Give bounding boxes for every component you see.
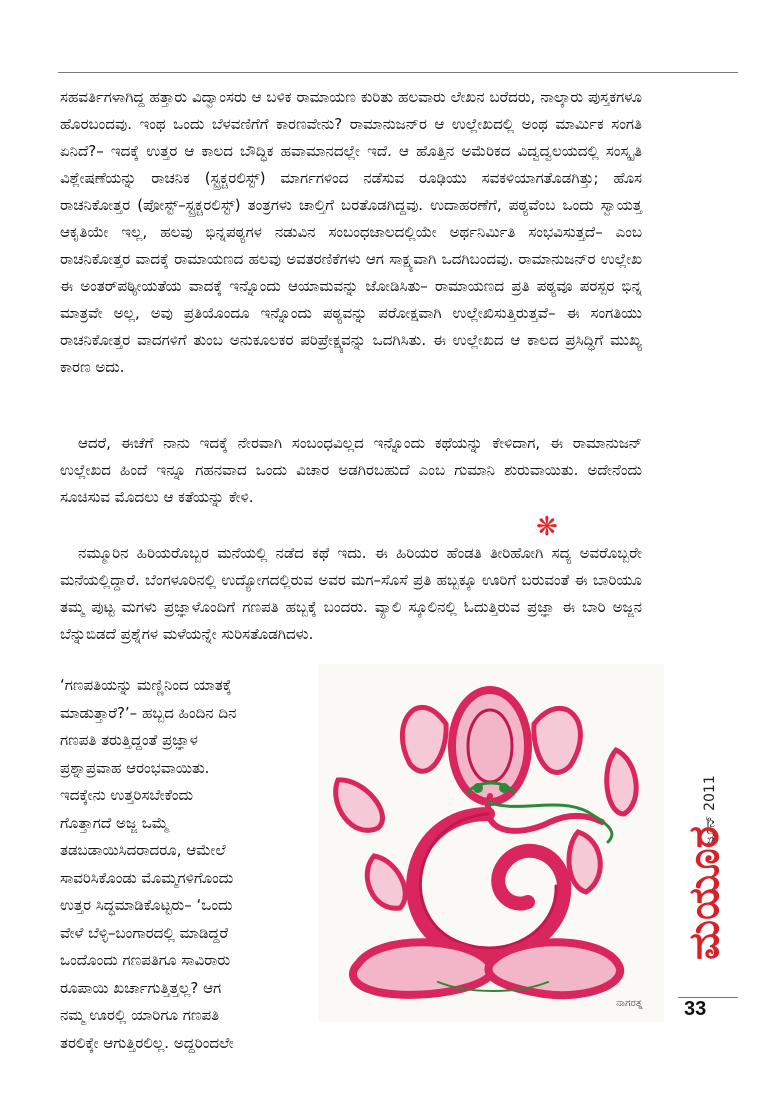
magazine-name: ಮಯೂರ [679,826,728,960]
head-shape [452,690,528,802]
article-paragraph-3: ನಮ್ಮೂರಿನ ಹಿರಿಯರೊಬ್ಬರ ಮನೆಯಲ್ಲಿ ನಡೆದ ಕಥೆ ಇದು. ಈ ಹಿರಿಯರ ಹೆಂಡತಿ ತೀರಿಹೋಗಿ ಸದ್ಯ ಅವರೊಬ್ಬರೇ ಮನೆಯಲ್ಲಿದ್ದಾರೆ. ಬೆಂಗಳೂರಿನಲ್ಲಿ ಉದ್ಯೋಗದಲ್ಲಿರುವ ಅವರ ಮಗ–ಸೊಸೆ ಪ್ರತಿ ಹಬ್ಬಕ್ಕೂ ಊರಿಗೆ ಬರುವಂತೆ ಈ ಬಾರಿಯೂ ತಮ್ಮ ಪುಟ್ಟ ಮಗಳು ಪ್ರಜ್ಞಾಳೊಂದಿಗೆ ಗಣಪತಿ ಹಬ್ಬಕ್ಕೆ ಬಂದರು. ವ್ಯಾಲಿ ಸ್ಕೂಲಿನಲ್ಲಿ ಓದುತ್ತಿರುವ ಪ್ರಜ್ಞಾ ಈ ಬಾರಿ ಅಜ್ಜನ ಬೆನ್ನುಬಿಡದೆ ಪ್ರಶ್ನೆಗಳ ಮಳೆಯನ್ನೇ ಸುರಿಸತೊಡಗಿದಳು. [60,544,642,643]
left-ear [402,707,446,771]
column-line: ಪ್ರಶ್ನಾಪ್ರವಾಹ ಆರಂಭವಾಯಿತು. [60,758,210,777]
article-paragraph-1: ಸಹವರ್ತಿಗಳಾಗಿದ್ದ ಹತ್ತಾರು ವಿದ್ವಾಂಸರು ಆ ಬಳಿಕ ರಾಮಾಯಣ ಕುರಿತು ಹಲವಾರು ಲೇಖನ ಬರೆದರು, ನಾಲ್ಕಾರು ಪುಸ್ತಕಗಳೂ ಹೊರಬಂದವು. ಇಂಥ ಒಂದು ಬೆಳವಣಿಗೆಗೆ ಕಾರಣವೇನು? ರಾಮಾನುಜನ್‌ರ ಆ ಉಲ್ಲೇಖದಲ್ಲಿ ಅಂಥ ಮಾರ್ಮಿಕ ಸಂಗತಿ ಏನಿದೆ?– ಇದಕ್ಕೆ ಉತ್ತರ ಆ ಕಾಲದ ಬೌದ್ಧಿಕ ಹವಾಮಾನದಲ್ಲೇ ಇದೆ. ಆ ಹೊತ್ತಿನ ಅಮೆರಿಕದ ವಿದ್ವದ್ವಲಯದಲ್ಲಿ ಸಂಸ್ಕೃತಿ ವಿಶ್ಲೇಷಣೆಯನ್ನು ರಾಚನಿಕ (ಸ್ಟ್ರಕ್ಚರಲಿಸ್ಟ್) ಮಾರ್ಗಗಳಿಂದ ನಡೆಸುವ ರೂಢಿಯು ಸವಕಳಿಯಾಗತೊಡಗಿತ್ತು; ಹೊಸ ರಾಚನಿಕೋತ್ತರ (ಪೋಸ್ಟ್–ಸ್ಟ್ರಕ್ಚರಲಿಸ್ಟ್) ತಂತ್ರಗಳು ಚಾಲ್ತಿಗೆ ಬರತೊಡಗಿದ್ದವು. ಉದಾಹರಣೆಗೆ, ಪಠ್ಯವೆಂಬ ಒಂದು ಸ್ವಾಯತ್ತ ಆಕೃತಿಯೇ ಇಲ್ಲ, ಹಲವು ಭಿನ್ನಪಠ್ಯಗಳ ನಡುವಿನ ಸಂಬಂಧಜಾಲದಲ್ಲಿಯೇ ಅರ್ಥನಿರ್ಮಿತಿ ಸಂಭವಿಸುತ್ತದೆ– ಎಂಬ ರಾಚನಿಕೋತ್ತರ ವಾದಕ್ಕೆ ರಾಮಾಯಣದ ಹಲವು ಅವತರಣಿಕೆಗಳು ಆಗ ಸಾಕ್ಷ್ಯವಾಗಿ ಒದಗಿಬಂದವು. ರಾಮಾನುಜನ್‌ರ ಉಲ್ಲೇಖ ಈ ಅಂತರ್‌ಪಠ್ಯೀಯತೆಯ ವಾದಕ್ಕೆ ಇನ್ನೊಂದು ಆಯಾಮವನ್ನು ಜೋಡಿಸಿತು– ರಾಮಾಯಣದ ಪ್ರತಿ ಪಠ್ಯವೂ ಪರಸ್ಪರ ಭಿನ್ನ ಮಾತ್ರವೇ ಅಲ್ಲ, ಅವು ಪ್ರತಿಯೊಂದೂ ಇನ್ನೊಂದು ಪಠ್ಯವನ್ನು ಪರೋಕ್ಷವಾಗಿ ಉಲ್ಲೇಖಿಸುತ್ತಿರುತ್ತವೆ– ಈ ಸಂಗತಿಯು ರಾಚನಿಕೋತ್ತರ ವಾದಗಳಿಗೆ ತುಂಬ ಅನುಕೂಲಕರ ಪರಿಪ್ರೇಕ್ಷ್ಯವನ್ನು ಒದಗಿಸಿತು. ಈ ಉಲ್ಲೇಖದ ಆ ಕಾಲದ ಪ್ರಸಿದ್ಧಿಗೆ ಮುಖ್ಯ ಕಾರಣ ಅದು. [60,88,642,376]
issue-date: ಜೂನ್ 2011 [702,775,718,846]
left-lower-hand [367,856,405,908]
column-line: ಗಣಪತಿ ತರುತ್ತಿದ್ದಂತೆ ಪ್ರಜ್ಞಾಳ [60,731,198,749]
artist-credit: ನಾಗರತ್ನ [616,998,643,1009]
right-leg [488,942,620,995]
column-line: ಇದಕ್ಕೇನು ಉತ್ತರಿಸಬೇಕೆಂದು [60,786,194,804]
ganesha-drawing [318,664,664,1022]
column-line: ತಡಬಡಾಯಿಸಿದರಾದರೂ, ಆಮೇಲೆ [60,841,226,859]
top-rule [58,72,738,73]
section-separator-asterisk: ❋ [536,512,558,542]
right-upper-hand [607,750,636,814]
column-line: ಸಾವರಿಸಿಕೊಂಡು ಮೊಮ್ಮಗಳಿಗೊಂದು [60,868,234,887]
column-line: ಗೊತ್ತಾಗದೆ ಅಜ್ಜ ಒಮ್ಮೆ [60,813,169,832]
right-ear [534,708,581,772]
column-line: ‘ಗಣಪತಿಯನ್ನು ಮಣ್ಣಿನಿಂದ ಯಾತಕ್ಕೆ [60,676,232,694]
column-line: ಒಂದೊಂದು ಗಣಪತಿಗೂ ಸಾವಿರಾರು [60,951,231,969]
masthead-side [676,760,736,992]
article-paragraph-2: ಆದರೆ, ಈಚೆಗೆ ನಾನು ಇದಕ್ಕೆ ನೇರವಾಗಿ ಸಂಬಂಧವಿಲ್ಲದ ಇನ್ನೊಂದು ಕಥೆಯನ್ನು ಕೇಳಿದಾಗ, ಈ ರಾಮಾನುಜನ್ ಉಲ್ಲೇಖದ ಹಿಂದೆ ಇನ್ನೂ ಗಹನವಾದ ಒಂದು ವಿಚಾರ ಅಡಗಿರಬಹುದೆ ಎಂಬ ಗುಮಾನಿ ಶುರುವಾಯಿತು. ಅದೇನೆಂದು ಸೂಚಿಸುವ ಮೊದಲು ಆ ಕತೆಯನ್ನು ಕೇಳಿ. [60,434,642,506]
left-leg [353,942,493,995]
column-line: ರೂಪಾಯಿ ಖರ್ಚಾಗುತ್ತಿತ್ತಲ್ಲ? ಆಗ [60,978,222,997]
narrow-text-column [60,672,292,1057]
page-number: 33 [684,998,707,1020]
column-line: ನಮ್ಮ ಊರಲ್ಲಿ ಯಾರಿಗೂ ಗಣಪತಿ [60,1006,220,1024]
column-line: ವೇಳೆ ಬೆಳ್ಳಿ–ಬಂಗಾರದಲ್ಲಿ ಮಾಡಿದ್ದರೆ [60,923,229,942]
right-lower-hand [569,832,600,892]
ganesha-illustration [318,664,664,1022]
column-line: ತರಲಿಕ್ಕೇ ಆಗುತ್ತಿರಲಿಲ್ಲ. ಅದ್ದರಿಂದಲೇ [60,1033,234,1052]
left-upper-hand [336,780,383,830]
body-spiral [413,814,564,955]
column-line: ಮಾಡುತ್ತಾರೆ?’– ಹಬ್ಬದ ಹಿಂದಿನ ದಿನ [60,703,237,722]
body-spiral-inner [420,814,556,948]
column-line: ಉತ್ತರ ಸಿದ್ಧಮಾಡಿಕೊಟ್ಟರು– ‘ಒಂದು [60,896,233,914]
